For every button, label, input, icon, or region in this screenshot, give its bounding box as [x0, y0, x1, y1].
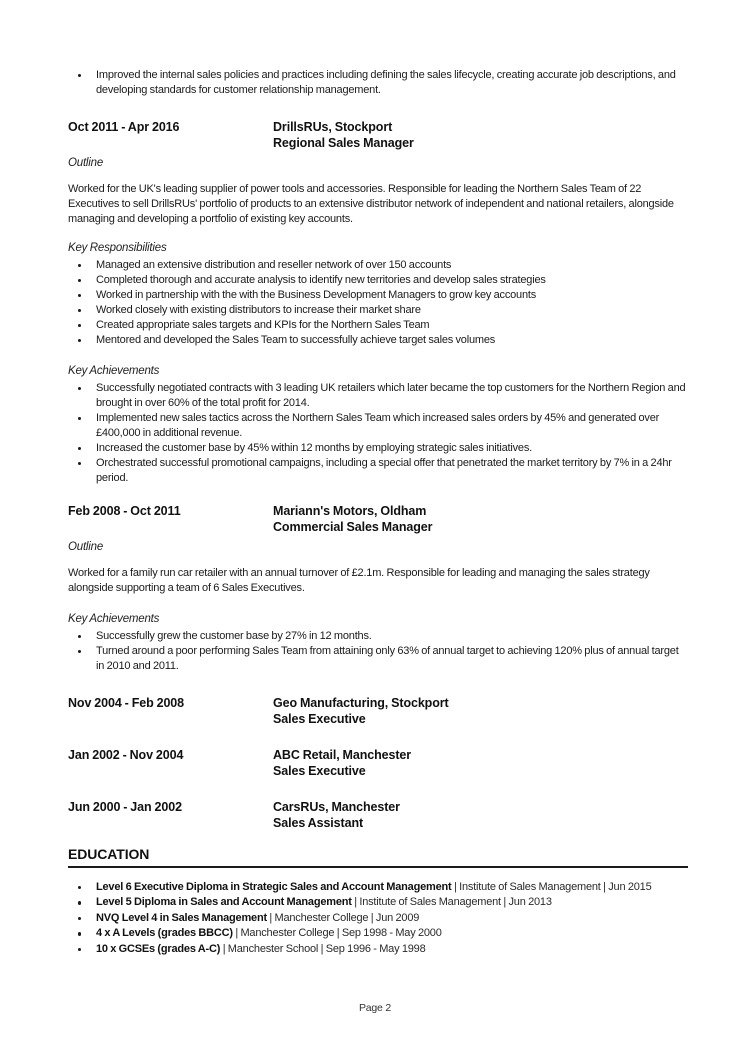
list-item: Worked closely with existing distributors to increase their market share [68, 303, 688, 318]
qualification-name: Level 5 Diploma in Sales and Account Management [96, 896, 352, 909]
role-dates: Oct 2011 - Apr 2016 [68, 120, 180, 134]
list-item: Increased the customer base by 45% within 12 months by employing strategic sales initiatives. [68, 441, 688, 456]
list-item: Created appropriate sales targets and KPIs for the Northern Sales Team [68, 318, 688, 333]
achievements-label: Key Achievements [68, 365, 160, 377]
role-org [273, 800, 400, 831]
outline-paragraph: Worked for a family run car retailer with an annual turnover of £2.1m. Responsible for leading and managing the sales strategy alongside supporting a team of 6 Sales Executives. [68, 567, 650, 594]
role-title: Regional Sales Manager [273, 135, 414, 150]
role-section-carsrus [68, 800, 688, 831]
achievements-list [68, 629, 688, 674]
list-item: Turned around a poor performing Sales Team from attaining only 63% of annual target to achieving 120% plus of annual target in 2010 and 2011. [68, 644, 688, 674]
list-item: Mentored and developed the Sales Team to successfully achieve target sales volumes [68, 333, 688, 348]
role-org [273, 504, 432, 535]
role-header [68, 504, 688, 535]
qualification-details: | Manchester College | Jun 2009 [269, 911, 420, 924]
role-section-geo-manufacturing [68, 696, 688, 727]
qualification-name: 4 x A Levels (grades BBCC) [96, 927, 233, 940]
role-section-drillsrus [68, 120, 688, 486]
role-title: Commercial Sales Manager [273, 519, 433, 534]
qualification-name: 10 x GCSEs (grades A-C) [96, 942, 221, 955]
list-item: Successfully grew the customer base by 27% in 12 months. [68, 629, 688, 644]
role-header [68, 696, 688, 727]
list-item [68, 911, 688, 927]
role-section-abc-retail [68, 748, 688, 779]
role-dates: Nov 2004 - Feb 2008 [68, 696, 185, 710]
outline-paragraph: Worked for the UK's leading supplier of power tools and accessories. Responsible for leading the Northern Sales Team of 22 Executives to sell DrillsRUs' portfolio of products to an extensive distributor network of independent and national retailers, alongside managing and developing a portfolio of existing key accounts. [68, 183, 674, 225]
list-item [68, 942, 688, 958]
role-dates: Jan 2002 - Nov 2004 [68, 748, 184, 762]
role-company: Mariann's Motors, Oldham [273, 504, 427, 518]
qualification-name: NVQ Level 4 in Sales Management [96, 911, 267, 924]
list-item [68, 895, 688, 911]
list-item: Worked in partnership with the with the Business Development Managers to grow key accounts [68, 288, 688, 303]
role-org [273, 120, 414, 151]
list-item: Improved the internal sales policies and practices including defining the sales lifecycle, creating accurate job descriptions, and developing standards for customer relationship management. [68, 68, 688, 98]
role-company: CarsRUs, Manchester [273, 800, 400, 814]
role-title: Sales Assistant [273, 815, 364, 830]
role-section-marianns-motors [68, 504, 688, 674]
qualification-details: | Institute of Sales Management | Jun 2013 [354, 896, 552, 909]
role-org [273, 748, 411, 779]
outline-label: Outline [68, 541, 104, 553]
list-item [68, 926, 688, 942]
achievements-list [68, 381, 688, 486]
role-dates: Jun 2000 - Jan 2002 [68, 800, 182, 814]
education-list [68, 880, 688, 958]
responsibilities-list [68, 258, 688, 348]
qualification-details: | Manchester College | Sep 1998 - May 2000 [235, 927, 442, 940]
role-header [68, 800, 688, 831]
role-company: DrillsRUs, Stockport [273, 120, 393, 134]
education-section [68, 846, 688, 957]
page-number: Page 2 [358, 1002, 392, 1014]
list-item: Implemented new sales tactics across the Northern Sales Team which increased sales orders by 45% and generated over £400,000 in additional revenue. [68, 411, 688, 441]
qualification-details: | Institute of Sales Management | Jun 2015 [453, 880, 652, 893]
responsibilities-label: Key Responsibilities [68, 242, 167, 254]
resume-page-content [68, 66, 688, 957]
list-item: Orchestrated successful promotional campaigns, including a special offer that penetrated the market territory by 7% in a 24hr period. [68, 456, 688, 486]
role-company: ABC Retail, Manchester [273, 748, 412, 762]
qualification-details: | Manchester School | Sep 1996 - May 1998 [222, 942, 426, 955]
intro-bullet-list [68, 68, 688, 98]
role-company: Geo Manufacturing, Stockport [273, 696, 449, 710]
role-header [68, 120, 688, 151]
outline-label: Outline [68, 157, 104, 169]
list-item: Successfully negotiated contracts with 3 leading UK retailers which later became the top customers for the Northern Region and brought in over 60% of the total profit for 2014. [68, 381, 688, 411]
qualification-name: Level 6 Executive Diploma in Strategic Sales and Account Management [96, 880, 452, 893]
list-item: Completed thorough and accurate analysis to identify new territories and develop sales strategies [68, 273, 688, 288]
role-title: Sales Executive [273, 711, 366, 726]
achievements-label: Key Achievements [68, 613, 160, 625]
list-item [68, 880, 688, 896]
list-item: Managed an extensive distribution and reseller network of over 150 accounts [68, 258, 688, 273]
role-header [68, 748, 688, 779]
education-heading: EDUCATION [68, 846, 688, 868]
role-dates: Feb 2008 - Oct 2011 [68, 504, 181, 518]
role-org [273, 696, 449, 727]
role-title: Sales Executive [273, 763, 366, 778]
